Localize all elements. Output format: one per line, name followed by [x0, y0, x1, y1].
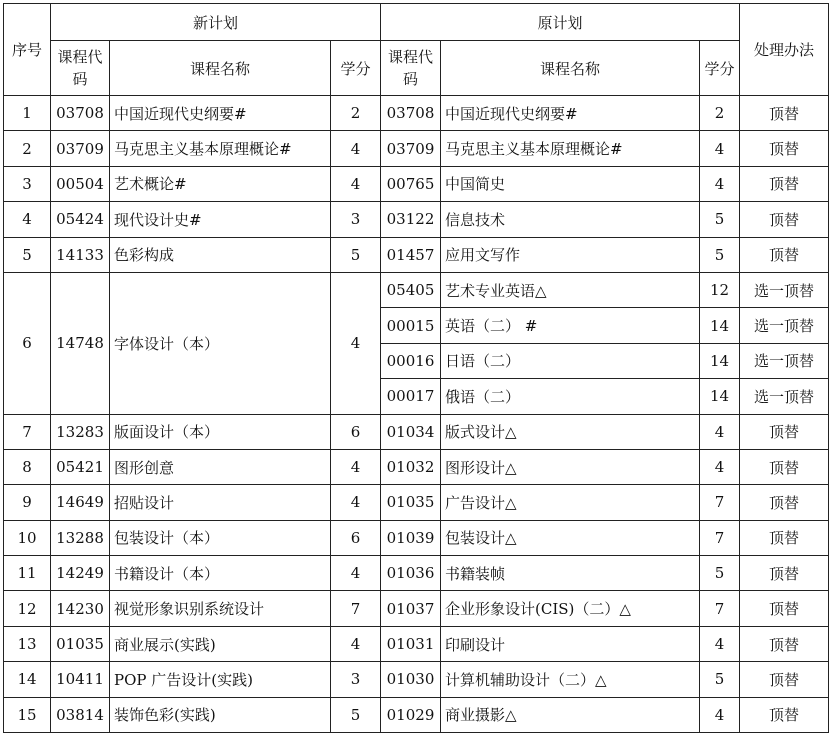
- new-credit-cell: 4: [331, 131, 381, 166]
- table-row: [4, 131, 829, 166]
- new-name-cell: 书籍设计（本）: [110, 556, 331, 591]
- course-replacement-table: [3, 3, 829, 733]
- table-row: [4, 414, 829, 449]
- old-credit-cell: 4: [700, 414, 740, 449]
- old-code-cell: 01457: [381, 237, 441, 272]
- old-code-cell: 01035: [381, 485, 441, 520]
- old-name-cell: 商业摄影△: [441, 697, 700, 732]
- old-code-cell: 01034: [381, 414, 441, 449]
- new-name-cell: 版面设计（本）: [110, 414, 331, 449]
- method-cell: 顶替: [740, 449, 829, 484]
- new-name-cell: 图形创意: [110, 449, 331, 484]
- old-name-cell: 艺术专业英语△: [441, 272, 700, 307]
- method-cell: 顶替: [740, 166, 829, 201]
- method-cell: 顶替: [740, 485, 829, 520]
- new-name-cell: POP 广告设计(实践): [110, 662, 331, 697]
- new-credit-cell: 6: [331, 414, 381, 449]
- old-code-cell: 01039: [381, 520, 441, 555]
- old-name-cell: 计算机辅助设计（二）△: [441, 662, 700, 697]
- seq-cell: 7: [4, 414, 51, 449]
- new-credit-cell: 3: [331, 202, 381, 237]
- header-old-code: 课程代码: [381, 41, 441, 96]
- header-new-plan: 新计划: [51, 4, 381, 41]
- new-name-cell: 马克思主义基本原理概论#: [110, 131, 331, 166]
- old-name-cell: 书籍装帧: [441, 556, 700, 591]
- old-name-cell: 中国简史: [441, 166, 700, 201]
- new-credit-cell: 4: [331, 449, 381, 484]
- old-code-cell: 03708: [381, 96, 441, 131]
- seq-cell: 2: [4, 131, 51, 166]
- old-code-cell: 01029: [381, 697, 441, 732]
- old-code-cell: 05405: [381, 272, 441, 307]
- old-credit-cell: 14: [700, 343, 740, 378]
- new-name-cell: 字体设计（本）: [110, 272, 331, 414]
- new-code-cell: 14649: [51, 485, 110, 520]
- old-credit-cell: 4: [700, 449, 740, 484]
- seq-cell: 12: [4, 591, 51, 626]
- table-row: [4, 662, 829, 697]
- old-credit-cell: 14: [700, 308, 740, 343]
- new-credit-cell: 4: [331, 626, 381, 661]
- old-credit-cell: 4: [700, 697, 740, 732]
- seq-cell: 10: [4, 520, 51, 555]
- new-code-cell: 14133: [51, 237, 110, 272]
- seq-cell: 15: [4, 697, 51, 732]
- old-code-cell: 01031: [381, 626, 441, 661]
- method-cell: 选一顶替: [740, 379, 829, 414]
- old-credit-cell: 7: [700, 520, 740, 555]
- seq-cell: 6: [4, 272, 51, 414]
- seq-cell: 13: [4, 626, 51, 661]
- old-name-cell: 图形设计△: [441, 449, 700, 484]
- table-row: [4, 697, 829, 732]
- old-name-cell: 中国近现代史纲要#: [441, 96, 700, 131]
- old-name-cell: 信息技术: [441, 202, 700, 237]
- header-seq: 序号: [4, 4, 51, 96]
- seq-cell: 5: [4, 237, 51, 272]
- old-credit-cell: 4: [700, 166, 740, 201]
- new-code-cell: 13288: [51, 520, 110, 555]
- method-cell: 顶替: [740, 662, 829, 697]
- old-credit-cell: 12: [700, 272, 740, 307]
- new-code-cell: 03814: [51, 697, 110, 732]
- old-name-cell: 版式设计△: [441, 414, 700, 449]
- old-code-cell: 01037: [381, 591, 441, 626]
- method-cell: 选一顶替: [740, 272, 829, 307]
- method-cell: 顶替: [740, 96, 829, 131]
- header-new-credit: 学分: [331, 41, 381, 96]
- seq-cell: 3: [4, 166, 51, 201]
- new-credit-cell: 7: [331, 591, 381, 626]
- old-credit-cell: 5: [700, 662, 740, 697]
- new-credit-cell: 5: [331, 237, 381, 272]
- old-credit-cell: 2: [700, 96, 740, 131]
- method-cell: 顶替: [740, 556, 829, 591]
- old-credit-cell: 7: [700, 591, 740, 626]
- old-name-cell: 包装设计△: [441, 520, 700, 555]
- method-cell: 选一顶替: [740, 308, 829, 343]
- old-credit-cell: 4: [700, 626, 740, 661]
- method-cell: 顶替: [740, 697, 829, 732]
- method-cell: 顶替: [740, 414, 829, 449]
- new-credit-cell: 4: [331, 556, 381, 591]
- new-code-cell: 01035: [51, 626, 110, 661]
- new-name-cell: 中国近现代史纲要#: [110, 96, 331, 131]
- new-name-cell: 招贴设计: [110, 485, 331, 520]
- seq-cell: 11: [4, 556, 51, 591]
- table-row: [4, 626, 829, 661]
- old-code-cell: 00017: [381, 379, 441, 414]
- old-credit-cell: 4: [700, 131, 740, 166]
- old-code-cell: 03709: [381, 131, 441, 166]
- new-code-cell: 10411: [51, 662, 110, 697]
- old-credit-cell: 5: [700, 202, 740, 237]
- method-cell: 选一顶替: [740, 343, 829, 378]
- table-row: [4, 166, 829, 201]
- old-name-cell: 俄语（二）: [441, 379, 700, 414]
- header-method: 处理办法: [740, 4, 829, 96]
- method-cell: 顶替: [740, 626, 829, 661]
- new-code-cell: 14748: [51, 272, 110, 414]
- new-name-cell: 商业展示(实践): [110, 626, 331, 661]
- seq-cell: 14: [4, 662, 51, 697]
- new-name-cell: 装饰色彩(实践): [110, 697, 331, 732]
- table-row: [4, 485, 829, 520]
- header-new-name: 课程名称: [110, 41, 331, 96]
- old-code-cell: 03122: [381, 202, 441, 237]
- new-credit-cell: 4: [331, 485, 381, 520]
- old-name-cell: 印刷设计: [441, 626, 700, 661]
- table-row: [4, 272, 829, 307]
- old-code-cell: 01036: [381, 556, 441, 591]
- new-code-cell: 03708: [51, 96, 110, 131]
- old-credit-cell: 14: [700, 379, 740, 414]
- new-code-cell: 13283: [51, 414, 110, 449]
- new-code-cell: 05421: [51, 449, 110, 484]
- old-code-cell: 01030: [381, 662, 441, 697]
- old-code-cell: 00016: [381, 343, 441, 378]
- old-name-cell: 英语（二） #: [441, 308, 700, 343]
- old-code-cell: 01032: [381, 449, 441, 484]
- old-name-cell: 马克思主义基本原理概论#: [441, 131, 700, 166]
- new-code-cell: 14230: [51, 591, 110, 626]
- method-cell: 顶替: [740, 237, 829, 272]
- new-name-cell: 现代设计史#: [110, 202, 331, 237]
- table-row: [4, 556, 829, 591]
- header-old-name: 课程名称: [441, 41, 700, 96]
- method-cell: 顶替: [740, 520, 829, 555]
- table-row: [4, 237, 829, 272]
- table-body: [4, 96, 829, 733]
- new-credit-cell: 4: [331, 272, 381, 414]
- header-new-code: 课程代码: [51, 41, 110, 96]
- method-cell: 顶替: [740, 591, 829, 626]
- new-code-cell: 14249: [51, 556, 110, 591]
- table-row: [4, 591, 829, 626]
- seq-cell: 1: [4, 96, 51, 131]
- method-cell: 顶替: [740, 131, 829, 166]
- seq-cell: 4: [4, 202, 51, 237]
- new-name-cell: 艺术概论#: [110, 166, 331, 201]
- table-row: [4, 520, 829, 555]
- new-name-cell: 包装设计（本）: [110, 520, 331, 555]
- old-credit-cell: 5: [700, 556, 740, 591]
- new-credit-cell: 4: [331, 166, 381, 201]
- old-name-cell: 应用文写作: [441, 237, 700, 272]
- table-row: [4, 96, 829, 131]
- new-credit-cell: 6: [331, 520, 381, 555]
- seq-cell: 8: [4, 449, 51, 484]
- new-credit-cell: 5: [331, 697, 381, 732]
- header-old-plan: 原计划: [381, 4, 740, 41]
- header-old-credit: 学分: [700, 41, 740, 96]
- seq-cell: 9: [4, 485, 51, 520]
- new-code-cell: 00504: [51, 166, 110, 201]
- old-code-cell: 00015: [381, 308, 441, 343]
- old-name-cell: 广告设计△: [441, 485, 700, 520]
- new-code-cell: 03709: [51, 131, 110, 166]
- old-code-cell: 00765: [381, 166, 441, 201]
- new-name-cell: 视觉形象识别系统设计: [110, 591, 331, 626]
- new-credit-cell: 2: [331, 96, 381, 131]
- table-header: [4, 4, 829, 96]
- table-row: [4, 202, 829, 237]
- old-credit-cell: 5: [700, 237, 740, 272]
- new-credit-cell: 3: [331, 662, 381, 697]
- table-row: [4, 449, 829, 484]
- old-credit-cell: 7: [700, 485, 740, 520]
- new-code-cell: 05424: [51, 202, 110, 237]
- method-cell: 顶替: [740, 202, 829, 237]
- old-name-cell: 日语（二）: [441, 343, 700, 378]
- new-name-cell: 色彩构成: [110, 237, 331, 272]
- old-name-cell: 企业形象设计(CIS)（二）△: [441, 591, 700, 626]
